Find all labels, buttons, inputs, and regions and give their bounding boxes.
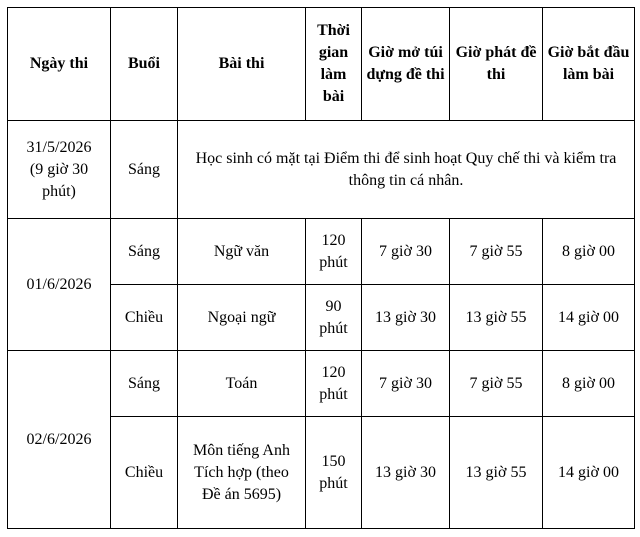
open-bag-cell: 7 giờ 30 (362, 351, 450, 417)
session-cell: Chiều (111, 285, 178, 351)
header-distribute-time: Giờ phát đề thi (450, 8, 543, 121)
exam-schedule-table (7, 7, 635, 529)
note-cell: Học sinh có mặt tại Điểm thi để sinh hoạt Quy chế thi và kiểm tra thông tin cá nhân. (178, 121, 635, 219)
duration-cell: 120 phút (306, 351, 362, 417)
session-cell: Sáng (111, 121, 178, 219)
table-row (8, 121, 635, 219)
duration-cell: 120 phút (306, 219, 362, 285)
open-bag-cell: 7 giờ 30 (362, 219, 450, 285)
open-bag-cell: 13 giờ 30 (362, 285, 450, 351)
exam-cell: Toán (178, 351, 306, 417)
table-row (8, 219, 635, 285)
distribute-cell: 7 giờ 55 (450, 219, 543, 285)
date-note: (9 giờ 30 phút) (29, 160, 89, 200)
distribute-cell: 7 giờ 55 (450, 351, 543, 417)
table-row (8, 351, 635, 417)
date-cell (8, 121, 111, 219)
header-exam: Bài thi (178, 8, 306, 121)
exam-cell: Ngoại ngữ (178, 285, 306, 351)
session-cell: Chiều (111, 417, 178, 529)
start-cell: 8 giờ 00 (543, 351, 635, 417)
distribute-cell: 13 giờ 55 (450, 417, 543, 529)
header-row (8, 8, 635, 121)
date-cell: 02/6/2026 (8, 351, 111, 529)
exam-cell: Môn tiếng Anh Tích hợp (theo Đề án 5695) (178, 417, 306, 529)
header-date: Ngày thi (8, 8, 111, 121)
start-cell: 14 giờ 00 (543, 417, 635, 529)
open-bag-cell: 13 giờ 30 (362, 417, 450, 529)
header-duration: Thời gian làm bài (306, 8, 362, 121)
session-cell: Sáng (111, 351, 178, 417)
start-cell: 14 giờ 00 (543, 285, 635, 351)
header-open-bag-time: Giờ mở túi dựng đề thi (362, 8, 450, 121)
session-cell: Sáng (111, 219, 178, 285)
distribute-cell: 13 giờ 55 (450, 285, 543, 351)
date-cell: 01/6/2026 (8, 219, 111, 351)
date-text: 31/5/2026 (26, 138, 92, 156)
duration-cell: 150 phút (306, 417, 362, 529)
header-start-time: Giờ bắt đầu làm bài (543, 8, 635, 121)
start-cell: 8 giờ 00 (543, 219, 635, 285)
header-session: Buổi (111, 8, 178, 121)
exam-cell: Ngữ văn (178, 219, 306, 285)
duration-cell: 90 phút (306, 285, 362, 351)
